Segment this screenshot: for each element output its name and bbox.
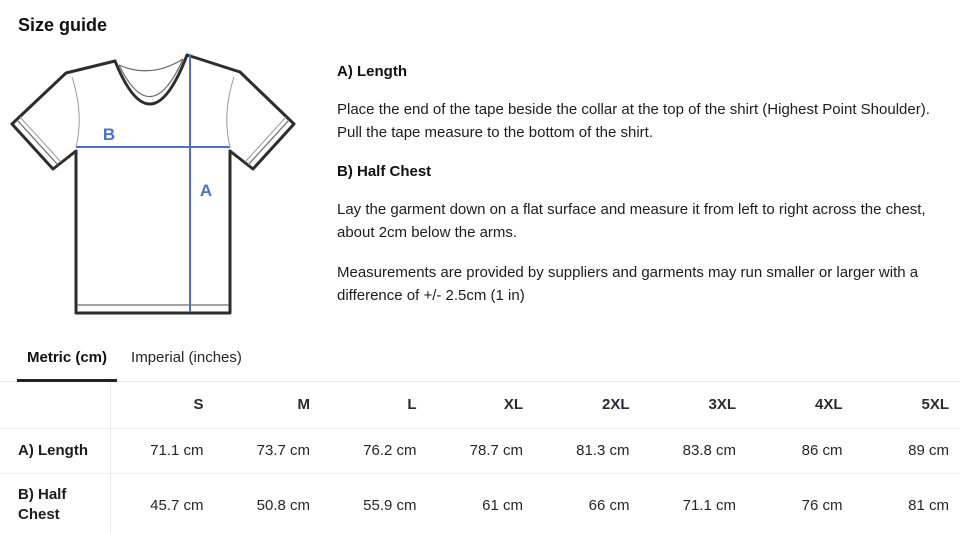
half-chest-value-3xl: 71.1 cm — [682, 496, 736, 514]
half-chest-value-4xl: 76 cm — [801, 496, 843, 514]
size-col-header-xl: XL — [430, 382, 537, 428]
half-chest-heading: B) Half Chest — [337, 163, 432, 180]
size-col-header-s: S — [110, 382, 217, 428]
size-col-header-3xl: 3XL — [643, 382, 750, 428]
size-table — [0, 382, 960, 533]
half-chest-value-5xl: 81 cm — [908, 496, 949, 514]
half-chest-row — [0, 473, 960, 533]
tab-metric-cm[interactable]: Metric (cm) — [17, 339, 117, 382]
top-section — [0, 39, 960, 329]
length-value-2xl: 81.3 cm — [536, 428, 643, 473]
length-row — [0, 428, 960, 473]
size-col-header-m: M — [217, 382, 324, 428]
length-row-label: A) Length — [0, 428, 110, 473]
length-value-5xl: 89 cm — [856, 428, 960, 473]
half-chest-value-l: 55.9 cm — [363, 496, 417, 514]
measurement-instructions — [337, 39, 937, 324]
half-chest-value-m: 50.8 cm — [256, 496, 310, 514]
length-description: Place the end of the tape beside the collar at the top of the shirt (Highest Point Shoulder). Pull the tape measure to the bottom of the shirt. — [337, 101, 930, 141]
length-value-s: 71.1 cm — [110, 428, 217, 473]
length-value-xl: 78.7 cm — [430, 428, 537, 473]
measurement-label-b: B — [102, 125, 116, 144]
page-title: Size guide — [18, 15, 108, 35]
size-col-header-l: L — [323, 382, 430, 428]
measurement-label-a: A — [199, 181, 213, 200]
tshirt-illustration — [8, 39, 300, 329]
corner-cell — [0, 382, 110, 428]
half-chest-value-s: 45.7 cm — [150, 496, 204, 514]
size-col-header-4xl: 4XL — [749, 382, 856, 428]
half-chest-row-label: B) Half Chest — [0, 473, 110, 533]
length-value-3xl: 83.8 cm — [643, 428, 750, 473]
length-value-m: 73.7 cm — [217, 428, 324, 473]
length-heading: A) Length — [337, 63, 407, 80]
tab-imperial-inches[interactable]: Imperial (inches) — [121, 339, 252, 382]
size-col-header-5xl: 5XL — [856, 382, 960, 428]
length-value-4xl: 86 cm — [749, 428, 856, 473]
size-header-row — [0, 382, 960, 428]
length-value-l: 76.2 cm — [323, 428, 430, 473]
unit-tabs — [0, 339, 960, 382]
half-chest-value-2xl: 66 cm — [588, 496, 630, 514]
half-chest-value-xl: 61 cm — [482, 496, 523, 514]
size-col-header-2xl: 2XL — [536, 382, 643, 428]
half-chest-description: Lay the garment down on a flat surface and measure it from left to right across the chest, about 2cm below the arms. — [337, 201, 926, 241]
tolerance-note: Measurements are provided by suppliers and garments may run smaller or larger with a difference of +/- 2.5cm (1 in) — [337, 264, 919, 304]
